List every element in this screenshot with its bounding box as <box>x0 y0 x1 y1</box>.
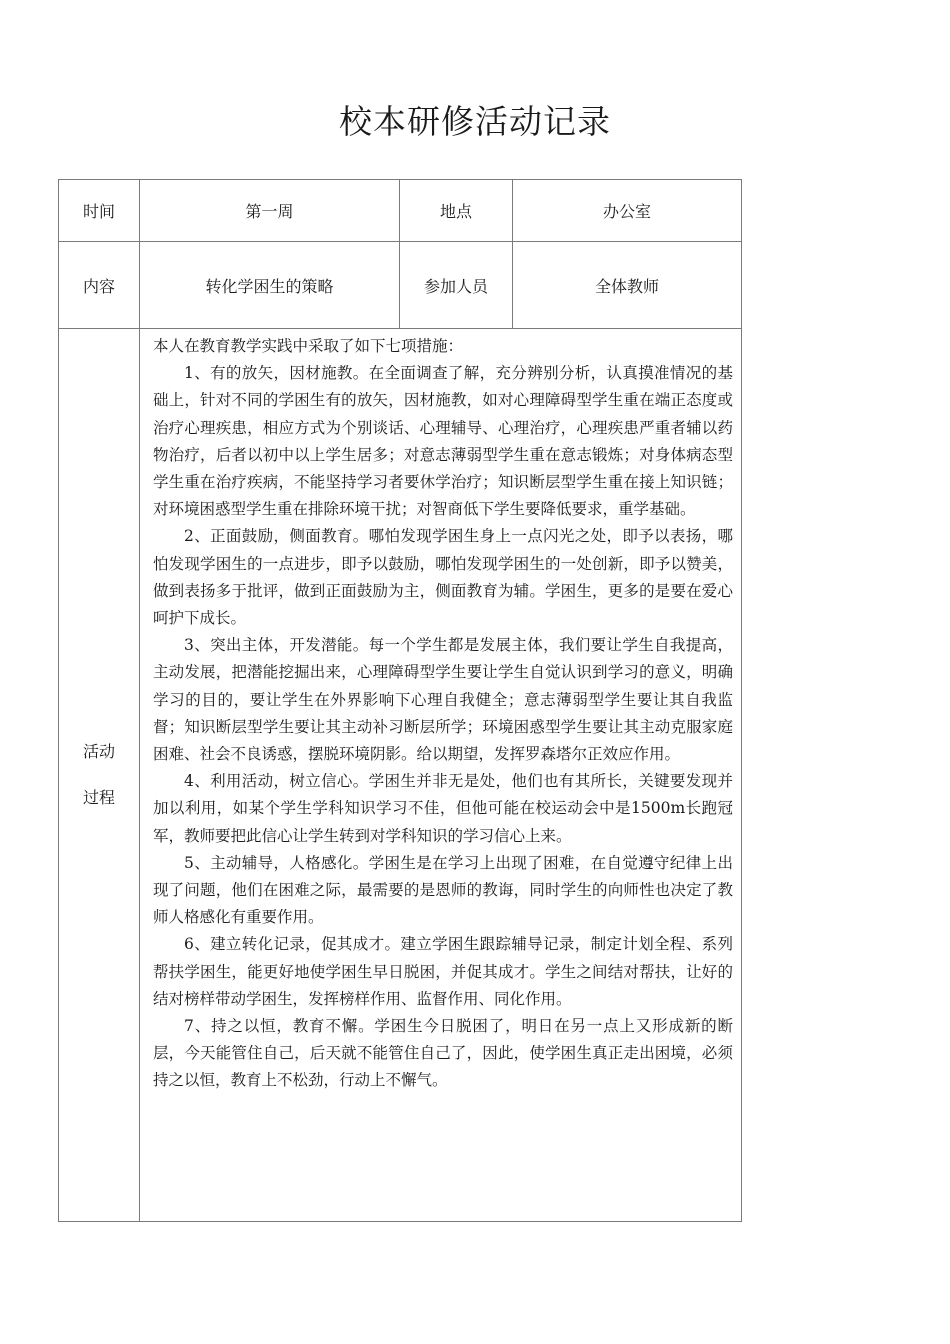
process-paragraph-1: 1、有的放矢，因材施教。在全面调查了解，充分辨别分析，认真摸准情况的基础上，针对不同的学困生有的放矢，因材施教，如对心理障碍型学生重在端正态度或治疗心理疾患，相应方式为个别谈话、心理辅导、心理治疗，心理疾患严重者辅以药物治疗，后者以初中以上学生居多；对意志薄弱型学生重在意志锻炼；对身体病态型学生重在治疗疾病，不能坚持学习者要休学治疗；知识断层型学生重在接上知识链；对环境困惑型学生重在排除环境干扰；对智商低下学生要降低要求，重学基础。 <box>153 364 733 519</box>
table-row-process <box>59 329 742 1222</box>
process-paragraph-6: 6、建立转化记录，促其成才。建立学困生跟踪辅导记录，制定计划全程、系列帮扶学困生，能更好地使学困生早日脱困，并促其成才。学生之间结对帮扶，让好的结对榜样带动学困生，发挥榜样作用、监督作用、同化作用。 <box>153 935 733 1008</box>
time-label: 时间 <box>59 180 140 242</box>
record-table <box>58 179 742 1222</box>
process-content <box>153 333 733 1095</box>
participants-label: 参加人员 <box>400 242 513 329</box>
content-label: 内容 <box>59 242 140 329</box>
place-value: 办公室 <box>513 180 742 242</box>
process-content-cell <box>140 329 742 1222</box>
place-label: 地点 <box>400 180 513 242</box>
time-value: 第一周 <box>140 180 400 242</box>
table-row-content <box>59 242 742 329</box>
process-paragraph-5: 5、主动辅导，人格感化。学困生是在学习上出现了困难，在自觉遵守纪律上出现了问题，他们在困难之际，最需要的是恩师的教诲，同时学生的向师性也决定了教师人格感化有重要作用。 <box>153 853 733 927</box>
process-paragraph-3: 3、突出主体，开发潜能。每一个学生都是发展主体，我们要让学生自我提高，主动发展，把潜能挖掘出来，心理障碍型学生要让学生自觉认识到学习的意义，明确学习的目的，要让学生在外界影响下心理自我健全；意志薄弱型学生要让其自我监督；知识断层型学生要让其主动补习断层所学；环境困惑型学生要让其主动克服家庭困难、社会不良诱惑，摆脱环境阴影。给以期望，发挥罗森塔尔正效应作用。 <box>153 636 733 764</box>
process-paragraph-7: 7、持之以恒，教育不懈。学困生今日脱困了，明日在另一点上又形成新的断层，今天能管住自己，后天就不能管住自己了，因此，使学困生真正走出困境，必须持之以恒，教育上不松劲，行动上不懈气。 <box>153 1017 733 1090</box>
process-label-line2: 过程 <box>82 788 115 807</box>
document-title: 校本研修活动记录 <box>339 102 611 141</box>
process-label-line1: 活动 <box>82 742 115 761</box>
participants-value: 全体教师 <box>513 242 742 329</box>
process-paragraph-4: 4、利用活动，树立信心。学困生并非无是处，他们也有其所长，关键要发现并加以利用，如某个学生学科知识学习不佳，但他可能在校运动会中是1500m长跑冠军，教师要把此信心让学生转到对学科知识的学习信心上来。 <box>153 772 733 845</box>
content-value: 转化学困生的策略 <box>140 242 400 329</box>
table-row-time <box>59 180 742 242</box>
process-paragraph-2: 2、正面鼓励，侧面教育。哪怕发现学困生身上一点闪光之处，即予以表扬，哪怕发现学困生的一点进步，即予以鼓励，哪怕发现学困生的一处创新，即予以赞美，做到表扬多于批评，做到正面鼓励为主，侧面教育为辅。学困生，更多的是要在爱心呵护下成长。 <box>153 527 733 628</box>
process-intro: 本人在教育教学实践中采取了如下七项措施： <box>153 337 464 355</box>
process-label <box>59 329 140 1222</box>
